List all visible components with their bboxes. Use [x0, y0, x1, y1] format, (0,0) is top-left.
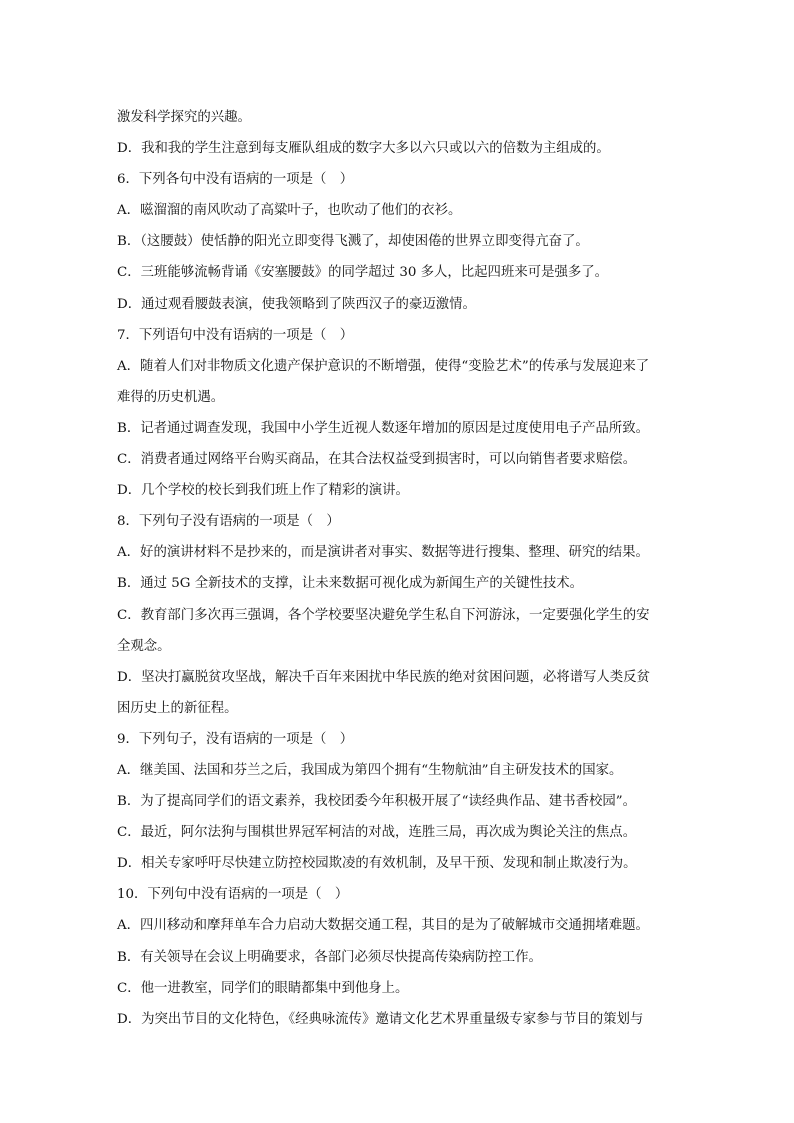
- answer-option: C．教育部门多次再三强调，各个学校要坚决避免学生私自下河游泳，一定要强化学生的安: [117, 607, 650, 623]
- question-heading: 10．下列句中没有语病的一项是（ ）: [117, 887, 349, 903]
- answer-option: C．消费者通过网络平台购买商品，在其合法权益受到损害时，可以向销售者要求赔偿。: [117, 452, 637, 468]
- answer-option: C．他一进教室，同学们的眼睛都集中到他身上。: [117, 980, 409, 996]
- answer-option: C．最近，阿尔法狗与围棋世界冠军柯洁的对战，连胜三局，再次成为舆论关注的焦点。: [117, 825, 637, 841]
- answer-option: B．有关领导在会议上明确要求，各部门必须尽快提高传染病防控工作。: [117, 949, 542, 965]
- answer-option: B．通过 5G 全新技术的支撑，让未来数据可视化成为新闻生产的关键性技术。: [117, 576, 584, 592]
- answer-option: A．继美国、法国和芬兰之后，我国成为第四个拥有“生物航油”自主研发技术的国家。: [117, 762, 623, 778]
- answer-option-continuation: 全观念。: [117, 638, 171, 654]
- answer-option: A．好的演讲材料不是抄来的，而是演讲者对事实、数据等进行搜集、整理、研究的结果。: [117, 545, 649, 561]
- question-heading: 9．下列句子，没有语病的一项是（ ）: [117, 731, 354, 747]
- answer-option: B．记者通过调查发现，我国中小学生近视人数逐年增加的原因是过度使用电子产品所致。: [117, 420, 650, 436]
- answer-option-continuation: 困历史上的新征程。: [117, 700, 238, 716]
- answer-option: D．几个学校的校长到我们班上作了精彩的演讲。: [117, 483, 409, 499]
- answer-option: B．（这腰鼓）使恬静的阳光立即变得飞溅了，却使困倦的世界立即变得亢奋了。: [117, 234, 589, 250]
- answer-option-continuation: 难得的历史机遇。: [117, 389, 225, 405]
- text-line: D．我和我的学生注意到每支雁队组成的数字大多以六只或以六的倍数为主组成的。: [117, 141, 610, 157]
- question-heading: 8．下列句子没有语病的一项是（ ）: [117, 514, 340, 530]
- answer-option: B．为了提高同学们的语文素养，我校团委今年积极开展了“读经典作品、建书香校园”。: [117, 794, 636, 810]
- question-heading: 6．下列各句中没有语病的一项是（ ）: [117, 172, 354, 188]
- answer-option: D．坚决打赢脱贫攻坚战，解决千百年来困扰中华民族的绝对贫困问题，必将谱写人类反贫: [117, 669, 650, 685]
- answer-option: D．相关专家呼吁尽快建立防控校园欺凌的有效机制，及早干预、发现和制止欺凌行为。: [117, 856, 637, 872]
- answer-option: C．三班能够流畅背诵《安塞腰鼓》的同学超过 30 多人，比起四班来可是强多了。: [117, 265, 609, 281]
- text-line: 激发科学探究的兴趣。: [117, 110, 251, 125]
- answer-option: A．随着人们对非物质文化遗产保护意识的不断增强，使得“变脸艺术”的传承与发展迎来了: [117, 358, 650, 374]
- document-body: [117, 102, 677, 1035]
- answer-option: A．嗞溜溜的南风吹动了高粱叶子，也吹动了他们的衣衫。: [117, 203, 462, 219]
- answer-option: D．为突出节目的文化特色，《经典咏流传》邀请文化艺术界重量级专家参与节目的策划与: [117, 1011, 644, 1027]
- question-heading: 7．下列语句中没有语病的一项是（ ）: [117, 327, 354, 343]
- answer-option: A．四川移动和摩拜单车合力启动大数据交通工程，其目的是为了破解城市交通拥堵难题。: [117, 918, 649, 934]
- answer-option: D．通过观看腰鼓表演，使我领略到了陕西汉子的豪迈激情。: [117, 296, 476, 312]
